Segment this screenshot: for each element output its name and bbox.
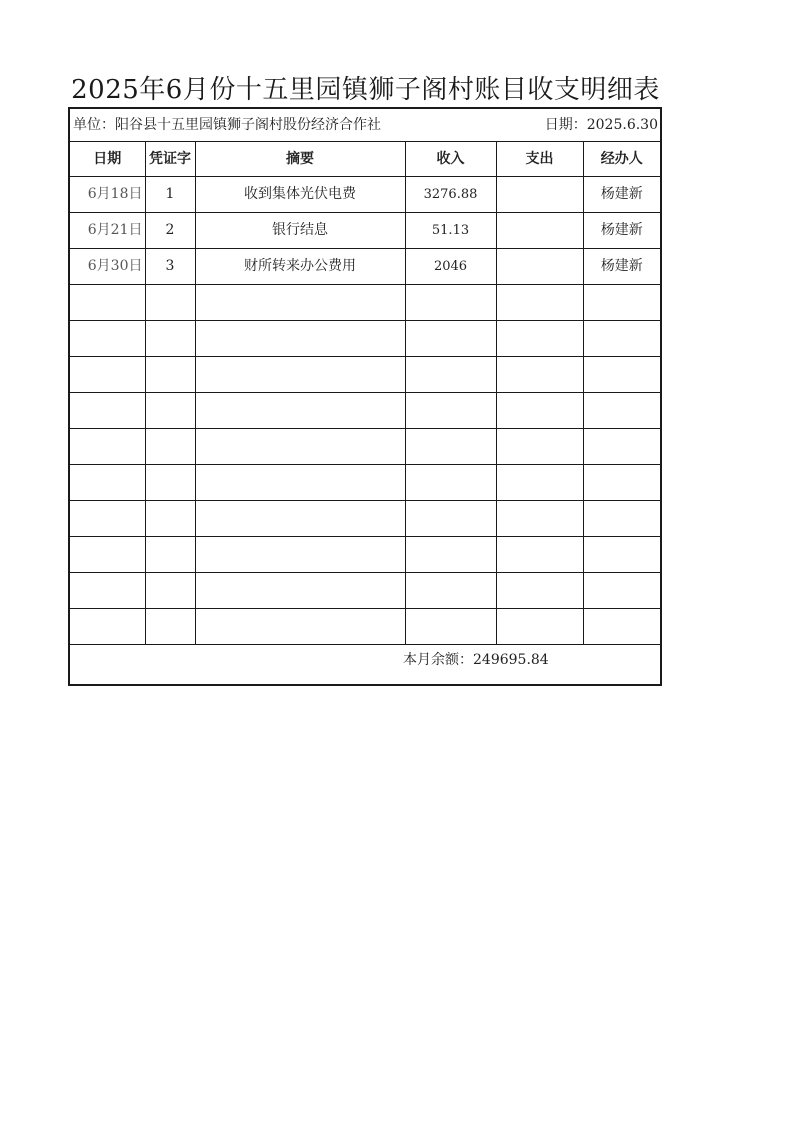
- cell-summary: 财所转来办公费用: [195, 249, 405, 285]
- empty-cell-handler: [583, 357, 660, 393]
- empty-cell-voucher: [145, 501, 195, 537]
- col-header-income: 收入: [405, 142, 496, 177]
- unit-label: 单位：阳谷县十五里园镇狮子阁村股份经济合作社: [73, 117, 381, 133]
- cell-income: 2046: [405, 249, 496, 285]
- empty-cell-date: [70, 501, 145, 537]
- empty-cell-expense: [496, 465, 583, 501]
- empty-row: [70, 537, 660, 573]
- empty-cell-voucher: [145, 573, 195, 609]
- cell-handler: 杨建新: [583, 213, 660, 249]
- empty-cell-date: [70, 321, 145, 357]
- empty-cell-income: [405, 573, 496, 609]
- empty-cell-summary: [195, 393, 405, 429]
- cell-summary: 银行结息: [195, 213, 405, 249]
- empty-cell-voucher: [145, 321, 195, 357]
- empty-cell-expense: [496, 357, 583, 393]
- cell-voucher: 2: [145, 213, 195, 249]
- empty-cell-handler: [583, 393, 660, 429]
- cell-date: 6月21日: [70, 213, 145, 249]
- empty-cell-voucher: [145, 609, 195, 645]
- empty-cell-summary: [195, 321, 405, 357]
- empty-cell-income: [405, 321, 496, 357]
- empty-cell-date: [70, 285, 145, 321]
- empty-cell-summary: [195, 465, 405, 501]
- empty-cell-voucher: [145, 357, 195, 393]
- report-date: 日期：2025.6.30: [544, 117, 658, 133]
- cell-handler: 杨建新: [583, 177, 660, 213]
- empty-cell-expense: [496, 285, 583, 321]
- empty-cell-date: [70, 393, 145, 429]
- col-header-date: 日期: [70, 142, 145, 177]
- empty-cell-summary: [195, 285, 405, 321]
- table-row: [70, 177, 660, 213]
- empty-row: [70, 321, 660, 357]
- cell-expense: [496, 177, 583, 213]
- empty-cell-voucher: [145, 285, 195, 321]
- empty-cell-expense: [496, 429, 583, 465]
- cell-date: 6月18日: [70, 177, 145, 213]
- empty-row: [70, 501, 660, 537]
- empty-cell-summary: [195, 357, 405, 393]
- table-row: [70, 249, 660, 285]
- empty-cell-handler: [583, 573, 660, 609]
- empty-row: [70, 429, 660, 465]
- page-title: 2025年6月份十五里园镇狮子阁村账目收支明细表: [71, 75, 660, 105]
- empty-cell-voucher: [145, 393, 195, 429]
- empty-cell-date: [70, 465, 145, 501]
- empty-cell-voucher: [145, 429, 195, 465]
- col-header-voucher: 凭证字: [145, 142, 195, 177]
- empty-cell-handler: [583, 609, 660, 645]
- empty-cell-handler: [583, 285, 660, 321]
- col-header-expense: 支出: [496, 142, 583, 177]
- empty-cell-expense: [496, 573, 583, 609]
- balance-row: [70, 646, 660, 684]
- empty-row: [70, 465, 660, 501]
- empty-row: [70, 609, 660, 645]
- empty-cell-voucher: [145, 537, 195, 573]
- empty-cell-handler: [583, 501, 660, 537]
- empty-cell-handler: [583, 537, 660, 573]
- empty-cell-income: [405, 429, 496, 465]
- empty-cell-income: [405, 357, 496, 393]
- empty-cell-handler: [583, 465, 660, 501]
- empty-cell-handler: [583, 321, 660, 357]
- col-header-summary: 摘要: [195, 142, 405, 177]
- empty-cell-summary: [195, 609, 405, 645]
- cell-summary: 收到集体光伏电费: [195, 177, 405, 213]
- empty-cell-income: [405, 609, 496, 645]
- monthly-balance: 本月余额：249695.84: [403, 652, 549, 668]
- cell-date: 6月30日: [70, 249, 145, 285]
- empty-row: [70, 393, 660, 429]
- cell-voucher: 3: [145, 249, 195, 285]
- cell-handler: 杨建新: [583, 249, 660, 285]
- empty-cell-expense: [496, 393, 583, 429]
- ledger-table: [70, 142, 660, 645]
- empty-cell-date: [70, 537, 145, 573]
- cell-voucher: 1: [145, 177, 195, 213]
- cell-expense: [496, 213, 583, 249]
- empty-row: [70, 357, 660, 393]
- cell-expense: [496, 249, 583, 285]
- empty-cell-income: [405, 393, 496, 429]
- header-row: [70, 142, 660, 177]
- empty-cell-date: [70, 609, 145, 645]
- col-header-handler: 经办人: [583, 142, 660, 177]
- empty-cell-expense: [496, 501, 583, 537]
- empty-cell-voucher: [145, 465, 195, 501]
- empty-cell-summary: [195, 537, 405, 573]
- empty-cell-expense: [496, 321, 583, 357]
- empty-cell-summary: [195, 429, 405, 465]
- ledger-body: [70, 177, 660, 645]
- empty-cell-expense: [496, 537, 583, 573]
- cell-income: 51.13: [405, 213, 496, 249]
- empty-cell-income: [405, 537, 496, 573]
- cell-income: 3276.88: [405, 177, 496, 213]
- empty-cell-date: [70, 357, 145, 393]
- empty-cell-date: [70, 573, 145, 609]
- empty-cell-income: [405, 465, 496, 501]
- ledger-sheet: [68, 107, 662, 686]
- empty-cell-summary: [195, 573, 405, 609]
- unit-row: [70, 109, 660, 142]
- empty-cell-income: [405, 501, 496, 537]
- empty-cell-date: [70, 429, 145, 465]
- empty-cell-summary: [195, 501, 405, 537]
- empty-cell-expense: [496, 609, 583, 645]
- empty-row: [70, 573, 660, 609]
- empty-row: [70, 285, 660, 321]
- empty-cell-income: [405, 285, 496, 321]
- table-row: [70, 213, 660, 249]
- empty-cell-handler: [583, 429, 660, 465]
